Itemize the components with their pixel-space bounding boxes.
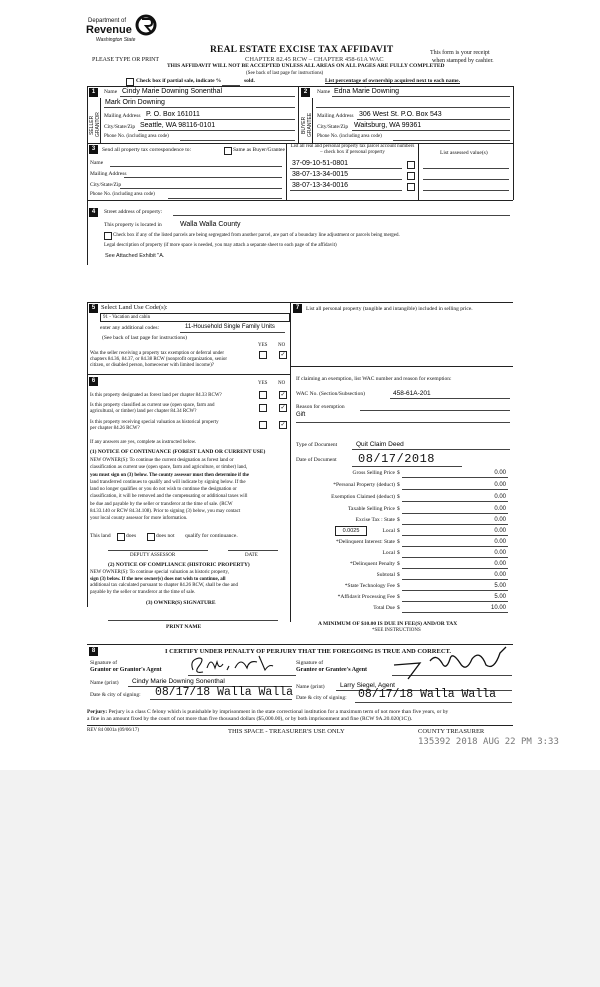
tax-line-label-processing-fee: *Affidavit Processing Fee [337, 594, 395, 600]
county-treasurer-label: COUNTY TREASURER [418, 728, 485, 735]
seller-mail[interactable]: P. O. Box 161011 [146, 111, 200, 118]
grantee-date-city[interactable]: 08/17/18 Walla Walla [358, 688, 497, 701]
tax-line-label-excise-local: Local [382, 528, 395, 534]
local-rate-field[interactable]: 0.0025 [335, 526, 367, 536]
parcel-1[interactable]: 37-09-10-51-0801 [292, 160, 349, 167]
notice1-line: your local county assessor for more information. [90, 516, 188, 522]
s3-phone-label: Phone No. (including area code) [90, 192, 155, 197]
historic-question-1: Is this property receiving special valuation as historical property [90, 420, 219, 425]
located-county[interactable]: Walla Walla County [180, 221, 241, 228]
scan-bottom-margin [0, 770, 600, 987]
land-does-label: does [126, 533, 137, 539]
treasurer-stamp: 135392 2018 AUG 22 PM 3:33 [418, 737, 559, 747]
form-revision: REV 84 0001a (09/06/17) [87, 728, 139, 733]
historic-yes[interactable] [259, 421, 267, 429]
exemption-question [90, 351, 227, 369]
tax-amount-tech-fee[interactable]: 5.00 [494, 583, 506, 589]
notice2-line: payable by the seller or transferor at the time of sale. [90, 589, 196, 595]
currency-sign: $ [397, 572, 400, 578]
notice-continuance-body [90, 457, 249, 523]
tax-amount-total[interactable]: 10.00 [490, 605, 506, 611]
current-use-question-1: Is this property classified as current use (open space, farm and [90, 403, 215, 408]
doc-type-label: Type of Document [296, 442, 338, 448]
tax-amount-subtotal[interactable]: 0.00 [494, 572, 506, 578]
please-type: PLEASE TYPE OR PRINT [92, 57, 160, 63]
s6-no: NO [278, 381, 286, 386]
seller-phone-label: Phone No. (including area code) [104, 134, 169, 139]
send-correspondence-label: Send all property tax correspondence to: [102, 147, 192, 153]
grantee-date-city-label: Date & city of signing: [296, 695, 347, 701]
print-name-label: PRINT NAME [166, 624, 202, 630]
section-6-tag: 6 [89, 377, 98, 386]
s5-exemption-yes[interactable] [259, 351, 267, 359]
tax-line-label-subtotal: Subtotal [376, 572, 395, 578]
grantee-name[interactable]: Larry Siegel, Agent [340, 682, 395, 689]
tax-amount-personal[interactable]: 0.00 [494, 482, 506, 488]
notice1-line: be due and payable by the seller or transferor at the time of sale. (RCW [90, 501, 233, 507]
reason-value[interactable]: Gift [296, 412, 306, 418]
forest-land-question: Is this property designated as forest land per chapter 84.33 RCW? [90, 393, 222, 398]
currency-sign: $ [397, 482, 400, 488]
parcel-3[interactable]: 38-07-13-34-0016 [292, 182, 349, 189]
historic-question-2: per chapter 84.26 RCW? [90, 426, 140, 431]
s3-mail-label: Mailing Address [90, 171, 127, 177]
qualify-label: qualify for continuance. [185, 533, 238, 539]
currency-sign: $ [397, 605, 400, 611]
additional-codes-label: enter any additional codes: [100, 325, 160, 331]
land-use-select[interactable]: 91 - Vacation and cabin [100, 313, 290, 322]
assessed-1[interactable] [423, 168, 509, 169]
notice2-line: NEW OWNER(S): To continue special valuation as historic property, [90, 570, 229, 575]
s6-yes: YES [258, 381, 268, 386]
reason-label: Reason for exemption [296, 404, 345, 410]
tax-line-label-personal: *Personal Property (deduct) [333, 482, 395, 488]
notice1-line: land transferred continues to qualify and will indicate by signing below. If the [90, 479, 246, 485]
tax-amount-gross[interactable]: 0.00 [494, 470, 506, 476]
buyer-mail-label: Mailing Address [317, 113, 354, 119]
forest-yes[interactable] [259, 391, 267, 399]
buyer-phone-label: Phone No. (including area code) [317, 134, 382, 139]
seller-name-2[interactable]: Mark Orin Downing [105, 99, 165, 106]
notice1-line: NEW OWNER(S): To continue the current designation as forest land or [90, 458, 234, 463]
grantor-name[interactable]: Cindy Marie Downing Sonenthal [132, 678, 225, 685]
section-1-tag: 1 [89, 88, 98, 97]
located-label: This property is located in [104, 222, 162, 228]
treasurer-space-label: THIS SPACE - TREASURER'S USE ONLY [228, 728, 345, 735]
land-does-not-label: does not [156, 533, 175, 539]
tax-amount-processing-fee[interactable]: 5.00 [494, 594, 506, 600]
notice-continuance-title: (1) NOTICE OF CONTINUANCE (FOREST LAND OR CURRENT USE) [90, 449, 266, 455]
dept-name: Revenue [86, 24, 132, 36]
tax-amount-penalty[interactable]: 0.00 [494, 561, 506, 567]
tax-line-label-penalty: *Delinquent Penalty [349, 561, 395, 567]
buyer-name-label: Name [317, 89, 331, 95]
personal-property-label: List all personal property (tangible and intangible) included in selling price. [306, 306, 473, 312]
s5-no: NO [278, 343, 286, 348]
current-use-question-2: agricultural, or timber) land per chapter 84.34 RCW? [90, 409, 197, 414]
perjury-text-2: a fine in an amount fixed by the court of not more than five thousand dollars ($5,000.00), or by both imprisonment and fine (RCW 9A.20.020(1C)). [87, 716, 413, 722]
receipt-line-1: This form is your receipt [430, 50, 490, 56]
parcel-header: List all real and personal property tax parcel account numbers – check box if personal property [290, 144, 415, 155]
segregated-label: Check box if any of the listed parcels are being segregated from another parcel, are part of a boundary line adjustment or parcels being merged. [113, 233, 400, 238]
grantor-name-label: Name (print) [90, 680, 119, 686]
grantee-sig-label-2: Grantee or Grantee's Agent [296, 667, 368, 673]
tax-amount-interest-local[interactable]: 0.00 [494, 550, 506, 556]
parcel-2-checkbox[interactable] [407, 172, 415, 180]
exemption-question-line-2: chapters 84.36, 84.37, or 84.38 RCW (nonprofit organization, senior [90, 357, 228, 362]
minimum-notice: A MINIMUM OF $10.00 IS DUE IN FEE(S) AND/OR TAX [318, 621, 458, 627]
doc-type-value[interactable]: Quit Claim Deed [356, 441, 404, 448]
notice-compliance-body [90, 570, 238, 596]
s3-city-field[interactable] [120, 188, 282, 189]
grantee-sig-label-1: Signature of [296, 660, 324, 666]
sold-label: sold. [244, 78, 255, 84]
s3-name-label: Name [90, 160, 104, 166]
historic-no[interactable]: ✓ [280, 421, 286, 428]
currency-sign: $ [397, 561, 400, 567]
deputy-assessor-signature[interactable] [108, 550, 208, 551]
see-back-note: (See back of last page for instructions) [246, 71, 324, 76]
legal-description-value[interactable]: See Attached Exhibit "A. [105, 253, 165, 259]
tax-amount-interest-state[interactable]: 0.00 [494, 539, 506, 545]
tax-amount-excise-local[interactable]: 0.00 [494, 528, 506, 534]
grantor-sig-label-2: Grantor or Grantor's Agent [90, 667, 162, 673]
see-instructions: *SEE INSTRUCTIONS [372, 628, 421, 633]
section-7-tag: 7 [293, 304, 302, 313]
seller-name-1[interactable]: Cindy Marie Downing Sonenthal [122, 88, 222, 95]
grantor-sig-label-1: Signature of [90, 660, 118, 666]
grantor-date-city-label: Date & city of signing: [90, 692, 141, 698]
doc-date-label: Date of Document [296, 457, 337, 463]
wac-value[interactable]: 458-61A-201 [393, 390, 431, 397]
assessed-3[interactable] [423, 190, 509, 191]
partial-sale-checkbox[interactable] [126, 78, 134, 86]
notice-compliance-title: (2) NOTICE OF COMPLIANCE (HISTORIC PROPERTY) [108, 562, 250, 568]
currency-sign: $ [397, 506, 400, 512]
revenue-logo-icon [134, 14, 158, 36]
doc-date-value[interactable]: 08/17/2018 [358, 452, 436, 466]
deputy-label: DEPUTY ASSESSOR [130, 553, 176, 558]
parcel-1-checkbox[interactable] [407, 161, 415, 169]
tax-line-label-excise-state: Excise Tax : State [355, 517, 395, 523]
deputy-date-field[interactable] [228, 550, 278, 551]
section-3-tag: 3 [89, 145, 98, 154]
claiming-exemption-label: If claiming an exemption, list WAC number and reason for exemption: [296, 376, 452, 382]
notice1-line: classification, it will be removed and the compensating or additional taxes will [90, 494, 248, 500]
tax-line-label-tech-fee: *State Technology Fee [344, 583, 395, 589]
parcel-2[interactable]: 38-07-13-34-0015 [292, 171, 349, 178]
currency-sign: $ [397, 470, 400, 476]
buyer-city-label: City/State/Zip [317, 124, 349, 130]
tax-amount-exemption[interactable]: 0.00 [494, 494, 506, 500]
certify-statement: I CERTIFY UNDER PENALTY OF PERJURY THAT THE FOREGOING IS TRUE AND CORRECT. [165, 648, 452, 655]
section-5-tag: 5 [89, 304, 98, 313]
street-field[interactable] [173, 215, 510, 216]
current-use-yes[interactable] [259, 404, 267, 412]
s3-mail-field[interactable] [124, 177, 282, 178]
section-2-tag: 2 [301, 88, 310, 97]
grantee-name-label: Name (print) [296, 684, 325, 690]
tax-line-label-interest-local: Local [382, 550, 395, 556]
buyer-name-1[interactable]: Edna Marie Downing [334, 88, 399, 95]
parcel-3-checkbox[interactable] [407, 183, 415, 191]
seller-mail-label: Mailing Address [104, 113, 141, 119]
perjury-bold: Perjury: [87, 709, 108, 715]
owner-signature-field[interactable] [108, 620, 278, 621]
land-does-not-checkbox[interactable] [147, 533, 155, 541]
currency-sign: $ [397, 583, 400, 589]
legal-description-label: Legal description of property (if more space is needed, you may attach a separate sheet to each page of the affidavit) [104, 243, 337, 248]
currency-sign: $ [397, 528, 400, 534]
current-use-no[interactable]: ✓ [280, 404, 286, 411]
exemption-question-line-1: Was the seller receiving a property tax exemption or deferral under [90, 351, 224, 356]
s3-city-label: City/State/Zip [90, 182, 122, 188]
buyer-mail[interactable]: 306 West St. P.O. Box 543 [359, 111, 442, 118]
section-8-tag: 8 [89, 647, 98, 656]
buyer-city[interactable]: Waitsburg, WA 99361 [354, 122, 422, 129]
notice1-line: land no longer qualifies or you do not wish to continue the designation or [90, 487, 237, 493]
buyer-phone-field[interactable] [393, 140, 510, 141]
tax-line-label-gross: Gross Selling Price [352, 470, 395, 476]
seller-city-label: City/State/Zip [104, 124, 136, 130]
notice1-line: 84.33.140 or RCW 84.34.108). Prior to signing (3) below, you may contact [90, 509, 241, 515]
exemption-question-line-3: citizen, or disabled person, homeowner with limited income)? [90, 363, 214, 368]
seller-phone-field[interactable] [180, 140, 295, 141]
grantor-signature-icon [185, 652, 275, 678]
not-accepted-notice: THIS AFFIDAVIT WILL NOT BE ACCEPTED UNLESS ALL AREAS ON ALL PAGES ARE FULLY COMPLETED [167, 63, 445, 69]
perjury-text-1: Perjury is a class C felony which is punishable by imprisonment in the state correctional institution for a maximum term of not more than five years, or by [108, 709, 449, 715]
currency-sign: $ [397, 550, 400, 556]
land-use-label: Select Land Use Code(s): [101, 304, 168, 311]
tax-line-label-exemption: Exemption Claimed (deduct) [331, 494, 395, 500]
segregated-checkbox[interactable] [104, 232, 112, 240]
tax-line-label-taxable: Taxable Selling Price [348, 506, 395, 512]
seller-city[interactable]: Seattle, WA 98116-0101 [140, 122, 216, 129]
assessed-2[interactable] [423, 179, 509, 180]
seller-side-label: SELLER GRANTOR [89, 112, 101, 138]
wac-label: WAC No. (Section/Subsection) [296, 391, 365, 397]
s5-exemption-no[interactable]: ✓ [280, 351, 286, 358]
grantee-signature-icon [390, 645, 515, 681]
s5-see-back: (See back of last page for instructions) [102, 335, 187, 341]
forest-no[interactable]: ✓ [280, 391, 286, 398]
dept-state: Washington State [96, 37, 136, 43]
same-as-buyer-checkbox[interactable] [224, 147, 232, 155]
tax-amount-excise-state[interactable]: 0.00 [494, 517, 506, 523]
s3-phone-field[interactable] [168, 198, 282, 199]
currency-sign: $ [397, 594, 400, 600]
street-label: Street address of property: [104, 209, 163, 215]
receipt-line-2: when stamped by cashier. [432, 58, 494, 64]
perjury-line-1 [87, 709, 448, 715]
list-percentage-note: List percentage of ownership acquired next to each name. [325, 78, 460, 84]
buyer-side-label: BUYER GRANTEE [301, 112, 313, 138]
grantor-date-city[interactable]: 08/17/18 Walla Walla [155, 686, 294, 699]
additional-codes-value[interactable]: 11-Household Single Family Units [185, 324, 275, 330]
if-yes-instruction: If any answers are yes, complete as instructed below. [90, 440, 197, 445]
owner-signature-label: (3) OWNER(S) SIGNATURE [146, 600, 216, 606]
deputy-date-label: DATE [245, 553, 258, 558]
dept-line: Department of [88, 18, 127, 24]
same-as-buyer-label: Same as Buyer/Grantee [233, 147, 285, 153]
form-title: REAL ESTATE EXCISE TAX AFFIDAVIT [210, 45, 394, 55]
assessed-header: List assessed value(s) [440, 150, 488, 156]
currency-sign: $ [397, 494, 400, 500]
seller-name-label: Name [104, 89, 118, 95]
notice2-line: additional tax calculated pursuant to chapter 84.26 RCW, shall be due and [90, 583, 238, 588]
currency-sign: $ [397, 517, 400, 523]
notice2-line: sign (3) below. If the new owner(s) does not wish to continue, all [90, 576, 226, 582]
tax-amount-taxable[interactable]: 0.00 [494, 506, 506, 512]
s5-yes: YES [258, 343, 268, 348]
notice1-line: classification as current use (open space, farm and agriculture, or timber) land, [90, 465, 248, 471]
s3-name-field[interactable] [110, 166, 282, 167]
this-land-label: This land [90, 533, 111, 539]
land-does-checkbox[interactable] [117, 533, 125, 541]
partial-sale-label: Check box if partial sale, indicate % [136, 78, 222, 84]
tax-line-label-interest-state: *Delinquent Interest: State [336, 539, 395, 545]
tax-line-label-total: Total Due [373, 605, 395, 611]
currency-sign: $ [397, 539, 400, 545]
section-4-tag: 4 [89, 208, 98, 217]
notice1-line: you must sign on (3) below. The county assessor must then determine if the [90, 472, 249, 478]
chapter-line: CHAPTER 82.45 RCW – CHAPTER 458-61A WAC [245, 56, 384, 63]
